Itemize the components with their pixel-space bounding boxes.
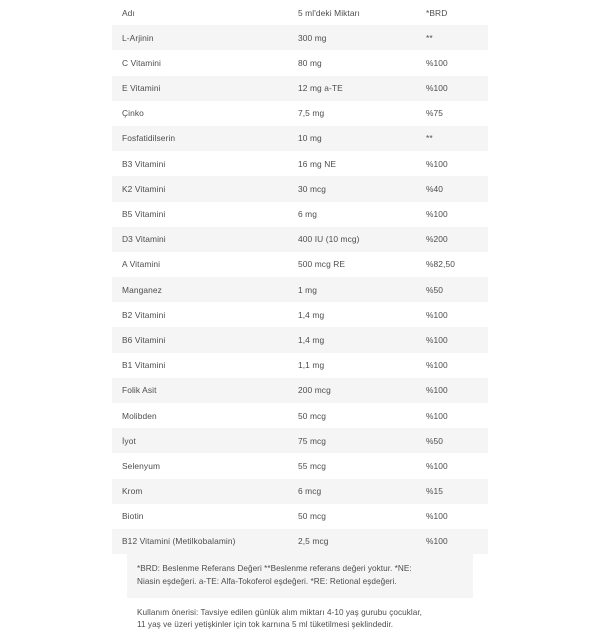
row-amount: 300 mg — [298, 32, 327, 43]
row-amount: 1,4 mg — [298, 334, 325, 345]
row-brd: %100 — [426, 57, 448, 68]
row-brd: %15 — [426, 486, 444, 497]
ingredients-table — [112, 0, 488, 554]
table-row — [112, 277, 488, 302]
table-row — [112, 202, 488, 227]
table-row — [112, 151, 488, 176]
usage-block — [127, 598, 473, 641]
row-brd: %100 — [426, 334, 448, 345]
row-name: A Vitamini — [122, 259, 161, 270]
table-row — [112, 76, 488, 101]
row-name: Biotin — [122, 511, 144, 522]
row-name: K2 Vitamini — [122, 183, 166, 194]
table-row — [112, 479, 488, 504]
row-name: C Vitamini — [122, 57, 162, 68]
table-row — [112, 176, 488, 201]
row-amount: 80 mg — [298, 57, 322, 68]
row-amount: 50 mcg — [298, 511, 327, 522]
row-name: İyot — [122, 435, 136, 446]
row-name: Krom — [122, 486, 143, 497]
table-row — [112, 227, 488, 252]
footnote-line-1: *BRD: Beslenme Referans Değeri **Beslenme referans değeri yoktur. *NE: — [137, 564, 412, 574]
usage-line-1: Kullanım önerisi: Tavsiye edilen günlük alım miktarı 4-10 yaş gurubu çocuklar, — [137, 607, 422, 617]
table-row — [112, 25, 488, 50]
table-row — [112, 453, 488, 478]
row-name: B12 Vitamini (Metilkobalamin) — [122, 536, 236, 547]
table-row — [112, 529, 488, 554]
row-amount: 1,1 mg — [298, 360, 325, 371]
row-brd: %200 — [426, 234, 448, 245]
row-brd: %100 — [426, 385, 448, 396]
row-amount: 6 mcg — [298, 486, 322, 497]
row-amount: 200 mcg — [298, 385, 331, 396]
row-name: Çinko — [122, 108, 144, 119]
row-amount: 16 mg NE — [298, 158, 337, 169]
row-brd: %100 — [426, 536, 448, 547]
row-amount: 12 mg a-TE — [298, 83, 343, 94]
row-name: Selenyum — [122, 460, 161, 471]
row-name: B2 Vitamini — [122, 309, 166, 320]
row-brd: %100 — [426, 309, 448, 320]
table-row — [112, 353, 488, 378]
row-name: L-Arjinin — [122, 32, 154, 43]
row-brd: ** — [426, 133, 433, 144]
row-amount: 500 mcg RE — [298, 259, 346, 270]
table-header-row — [112, 0, 488, 25]
footnote-line-2: Niasin eşdeğeri. a-TE: Alfa-Tokoferol eşdeğeri. *RE: Retional eşdeğeri. — [137, 576, 397, 586]
row-brd: %40 — [426, 183, 444, 194]
column-header-amount: 5 ml'deki Miktarı — [298, 7, 360, 18]
notes-section — [127, 554, 473, 641]
row-brd: %100 — [426, 410, 448, 421]
row-brd: ** — [426, 32, 433, 43]
row-brd: %75 — [426, 108, 444, 119]
row-brd: %50 — [426, 284, 444, 295]
row-amount: 7,5 mg — [298, 108, 325, 119]
row-amount: 55 mcg — [298, 460, 327, 471]
row-brd: %100 — [426, 460, 448, 471]
row-name: Molibden — [122, 410, 157, 421]
row-amount: 30 mcg — [298, 183, 327, 194]
ingredients-table-body — [112, 0, 488, 554]
row-amount: 75 mcg — [298, 435, 327, 446]
row-amount: 1 mg — [298, 284, 318, 295]
row-amount: 6 mg — [298, 209, 318, 220]
row-name: Folik Asit — [122, 385, 157, 396]
row-name: B1 Vitamini — [122, 360, 166, 371]
row-amount: 400 IU (10 mcg) — [298, 234, 360, 245]
column-header-brd: *BRD — [426, 7, 448, 18]
table-row — [112, 327, 488, 352]
table-row — [112, 252, 488, 277]
row-amount: 2,5 mcg — [298, 536, 329, 547]
usage-line-2: 11 yaş ve üzeri yetişkinler için tok karnına 5 ml tüketilmesi şeklindedir. — [137, 620, 394, 630]
row-brd: %100 — [426, 360, 448, 371]
row-amount: 10 mg — [298, 133, 322, 144]
table-row — [112, 302, 488, 327]
column-header-name: Adı — [122, 7, 135, 18]
footnotes-block — [127, 554, 473, 597]
row-amount: 50 mcg — [298, 410, 327, 421]
row-name: B5 Vitamini — [122, 209, 166, 220]
row-amount: 1,4 mg — [298, 309, 325, 320]
table-row — [112, 101, 488, 126]
row-name: Manganez — [122, 284, 162, 295]
row-brd: %50 — [426, 435, 444, 446]
row-name: B6 Vitamini — [122, 334, 166, 345]
table-row — [112, 378, 488, 403]
table-row — [112, 403, 488, 428]
row-name: D3 Vitamini — [122, 234, 166, 245]
row-brd: %100 — [426, 158, 448, 169]
row-brd: %100 — [426, 511, 448, 522]
row-brd: %100 — [426, 83, 448, 94]
table-row — [112, 126, 488, 151]
row-name: B3 Vitamini — [122, 158, 166, 169]
row-brd: %100 — [426, 209, 448, 220]
table-row — [112, 428, 488, 453]
row-brd: %82,50 — [426, 259, 456, 270]
table-row — [112, 50, 488, 75]
row-name: Fosfatidilserin — [122, 133, 176, 144]
table-row — [112, 504, 488, 529]
row-name: E Vitamini — [122, 83, 161, 94]
